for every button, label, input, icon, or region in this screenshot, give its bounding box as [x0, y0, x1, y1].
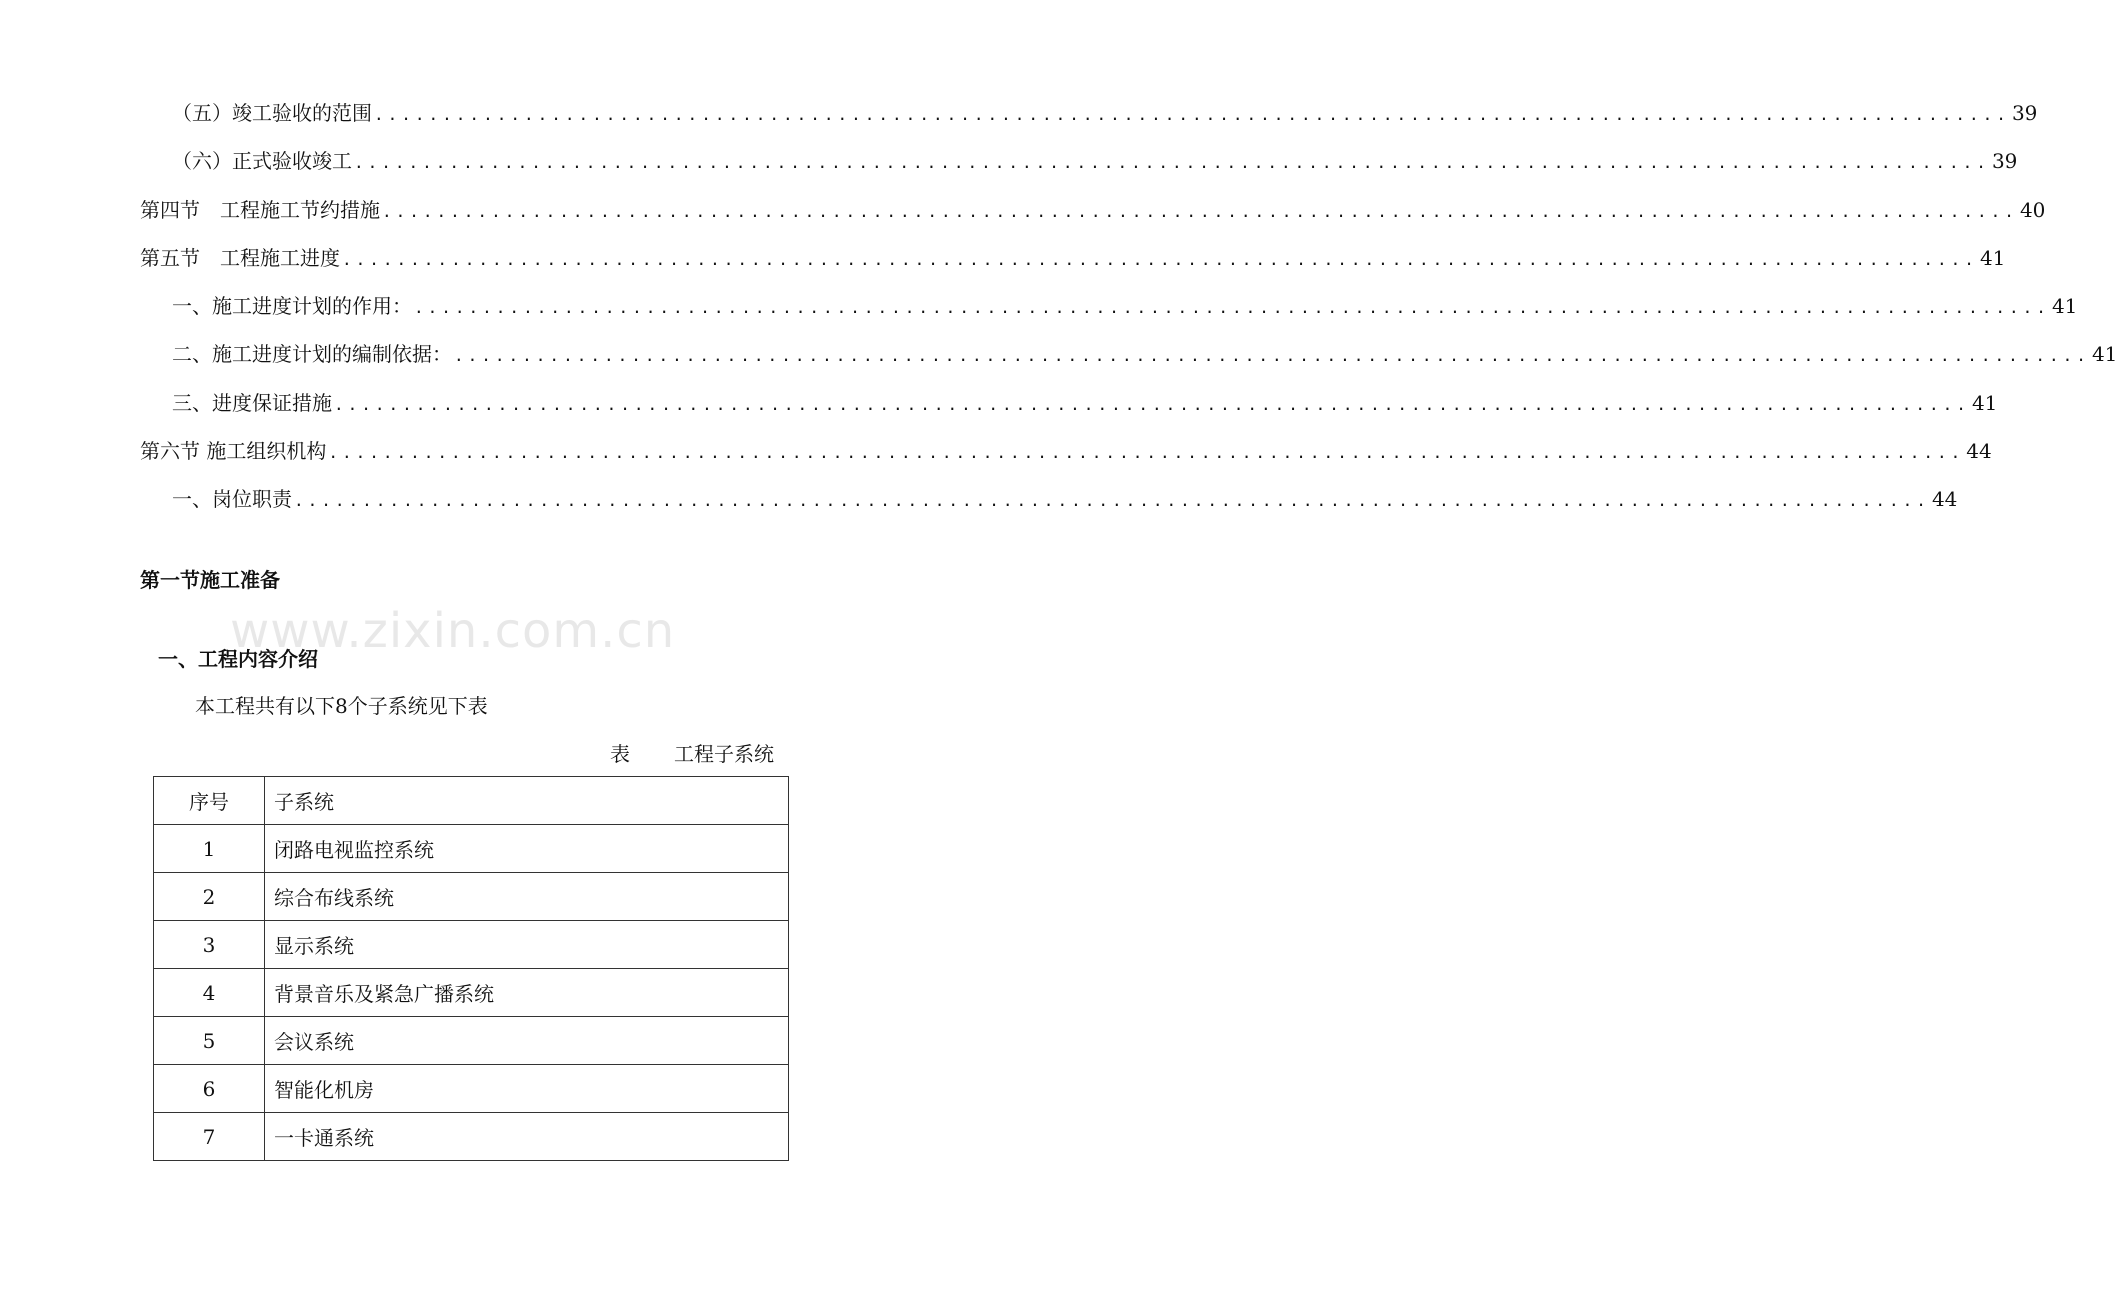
row-index-cell: 6	[154, 1065, 265, 1113]
toc-entry-page: 39	[1991, 149, 2018, 173]
row-subsystem-cell: 智能化机房	[265, 1065, 789, 1113]
toc-entry-label: 第四节 工程施工节约措施	[140, 198, 380, 222]
toc-entry[interactable]	[140, 437, 1992, 467]
row-subsystem-cell: 背景音乐及紧急广播系统	[265, 969, 789, 1017]
toc-entry[interactable]	[140, 196, 2046, 226]
table-row	[154, 969, 789, 1017]
toc-entry[interactable]	[172, 147, 2018, 177]
toc-entry-page: 41	[2091, 342, 2117, 366]
toc-entry-label: （五）竣工验收的范围	[172, 101, 372, 125]
toc-leader-dots: ........................................................................................................................	[414, 298, 2050, 317]
toc-entry-label: 三、进度保证措施	[172, 391, 332, 415]
watermark: www.zixin.com.cn	[230, 603, 676, 659]
toc-leader-dots: ........................................................................................................................	[354, 153, 1990, 172]
row-index-cell: 1	[154, 825, 265, 873]
toc-entry-label: 第六节 施工组织机构	[140, 439, 327, 463]
toc-leader-dots: ........................................................................................................................	[334, 395, 1970, 414]
row-subsystem-cell: 闭路电视监控系统	[265, 825, 789, 873]
row-index-cell: 7	[154, 1113, 265, 1161]
toc-entry[interactable]	[140, 244, 2006, 274]
row-index-cell: 2	[154, 873, 265, 921]
table-header-row	[154, 777, 789, 825]
toc-leader-dots: ........................................................................................................................	[328, 443, 1965, 462]
toc-entry-page: 41	[2051, 294, 2078, 318]
table-row	[154, 873, 789, 921]
toc-entry-label: （六）正式验收竣工	[172, 149, 352, 173]
table-row	[154, 1017, 789, 1065]
toc-entry-page: 44	[1931, 487, 1958, 511]
section-title: 第一节施工准备	[140, 568, 280, 592]
toc-entry[interactable]	[172, 340, 2117, 370]
column-header-index: 序号	[154, 777, 265, 825]
column-header-subsystem: 子系统	[265, 777, 789, 825]
toc-entry-label: 一、岗位职责	[172, 487, 292, 511]
toc-entry-page: 41	[1979, 246, 2006, 270]
toc-entry[interactable]	[172, 99, 2038, 129]
toc-entry-label: 第五节 工程施工进度	[140, 246, 340, 270]
toc-leader-dots: ........................................................................................................................	[342, 250, 1978, 269]
row-subsystem-cell: 综合布线系统	[265, 873, 789, 921]
toc-entry[interactable]	[172, 485, 1958, 515]
toc-leader-dots: ........................................................................................................................	[374, 105, 2010, 124]
table-row	[154, 921, 789, 969]
toc-entry-page: 39	[2011, 101, 2038, 125]
toc-entry-page: 41	[1971, 391, 1998, 415]
table-caption-title: 工程子系统	[674, 742, 774, 766]
row-index-cell: 3	[154, 921, 265, 969]
table-row	[154, 1065, 789, 1113]
table-row	[154, 825, 789, 873]
row-subsystem-cell: 会议系统	[265, 1017, 789, 1065]
row-index-cell: 4	[154, 969, 265, 1017]
table-caption-prefix: 表	[610, 742, 630, 766]
subsystem-table	[153, 776, 789, 1161]
toc-leader-dots: ........................................................................................................................	[382, 202, 2018, 221]
toc-leader-dots: ........................................................................................................................	[294, 491, 1930, 510]
toc-entry-label: 一、施工进度计划的作用：	[172, 294, 412, 318]
toc-entry-label: 二、施工进度计划的编制依据：	[172, 342, 452, 366]
table-row	[154, 1113, 789, 1161]
toc-entry-page: 44	[1966, 439, 1992, 463]
toc-entry-page: 40	[2019, 198, 2046, 222]
subsection-title: 一、工程内容介绍	[158, 647, 318, 671]
toc-entry[interactable]	[172, 292, 2078, 322]
row-subsystem-cell: 一卡通系统	[265, 1113, 789, 1161]
toc-leader-dots: ........................................................................................................................	[454, 346, 2090, 365]
table-caption	[610, 738, 774, 767]
toc-entry[interactable]	[172, 389, 1998, 419]
row-index-cell: 5	[154, 1017, 265, 1065]
row-subsystem-cell: 显示系统	[265, 921, 789, 969]
intro-paragraph: 本工程共有以下8个子系统见下表	[195, 694, 488, 718]
